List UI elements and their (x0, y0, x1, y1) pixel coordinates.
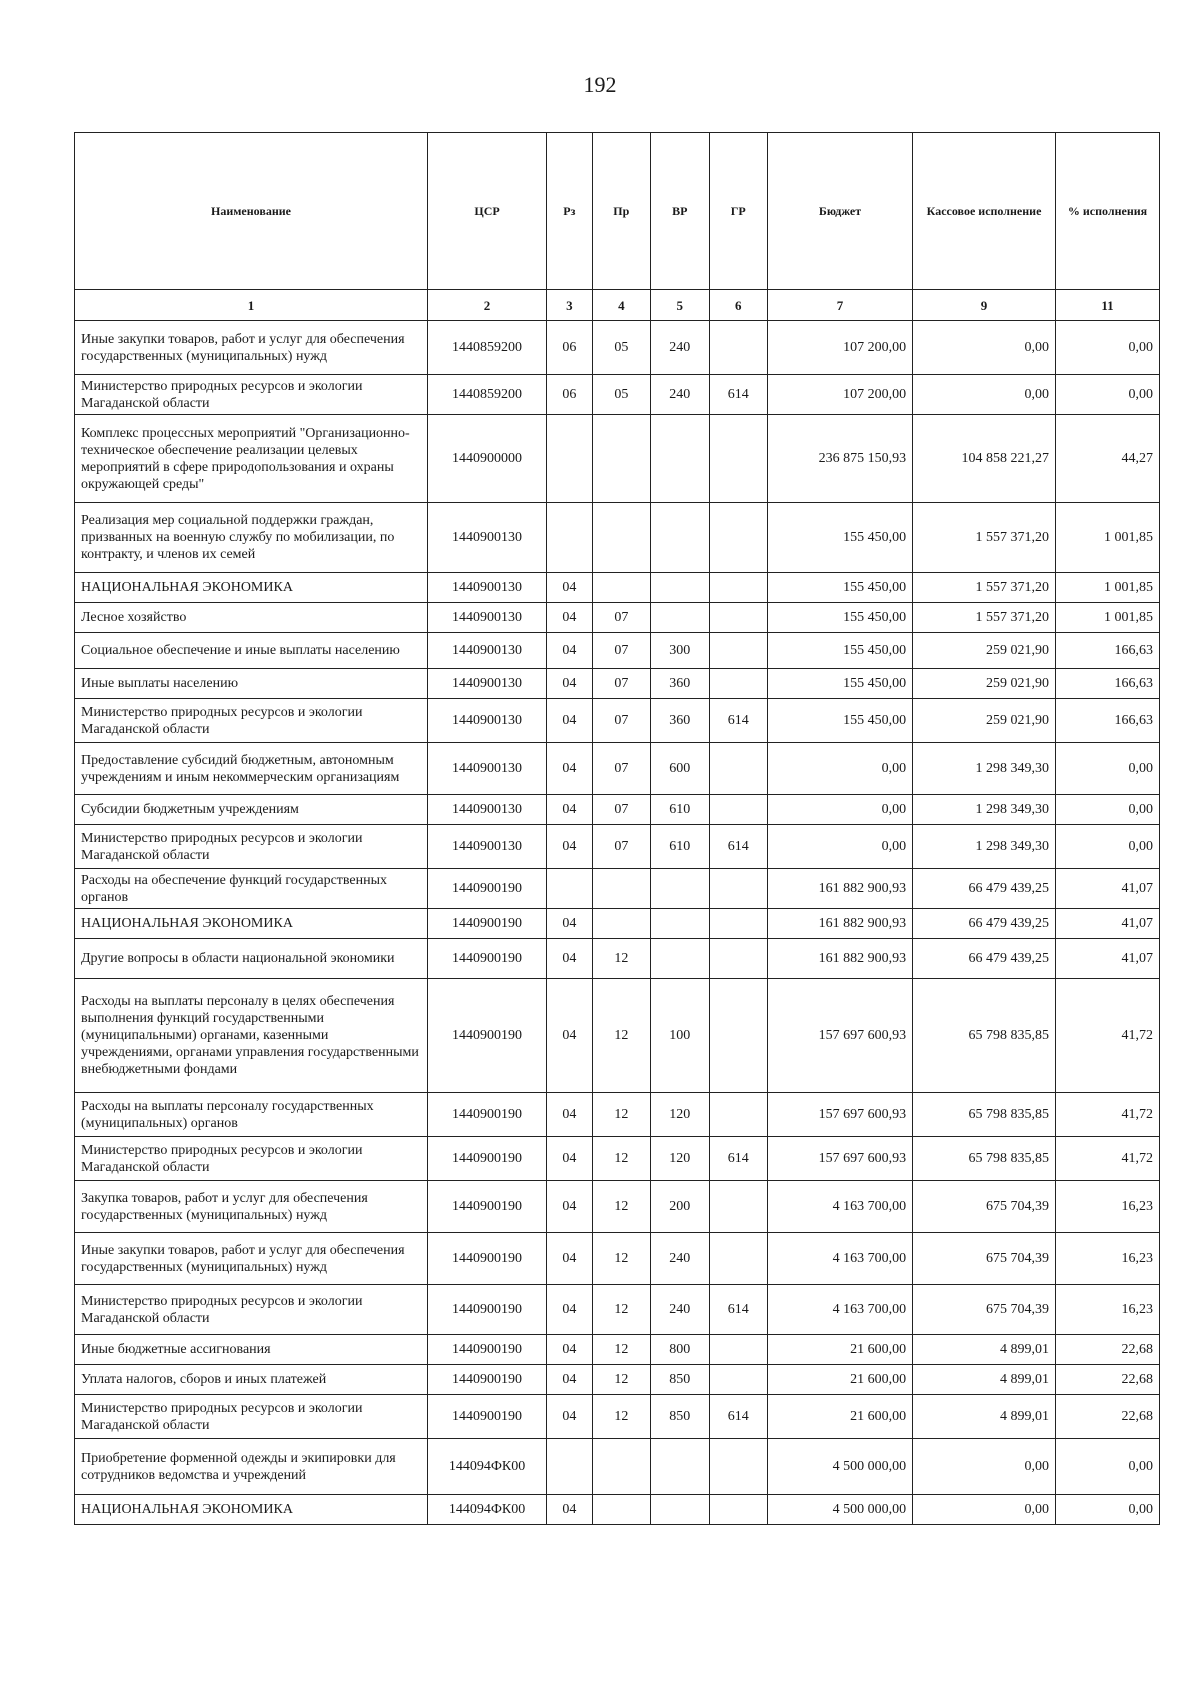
row-csr-cell: 1440900190 (428, 1233, 547, 1285)
row-pr-cell: 05 (592, 321, 650, 375)
row-vr-cell: 850 (651, 1365, 709, 1395)
column-number: 2 (428, 290, 547, 321)
row-percent-cell: 0,00 (1056, 825, 1160, 869)
row-pr-cell: 07 (592, 825, 650, 869)
column-number: 3 (547, 290, 592, 321)
row-percent-cell: 16,23 (1056, 1285, 1160, 1335)
row-rz-cell: 04 (547, 909, 592, 939)
row-percent-cell: 22,68 (1056, 1365, 1160, 1395)
column-header: ГР (709, 133, 767, 290)
row-gr-cell (709, 1335, 767, 1365)
row-rz-cell: 04 (547, 743, 592, 795)
table-row (75, 1285, 1160, 1335)
row-csr-cell: 1440900190 (428, 1395, 547, 1439)
row-gr-cell: 614 (709, 699, 767, 743)
row-budget-cell: 161 882 900,93 (767, 869, 912, 909)
row-percent-cell: 1 001,85 (1056, 503, 1160, 573)
row-percent-cell: 41,07 (1056, 909, 1160, 939)
row-pr-cell (592, 1495, 650, 1525)
row-name-cell: Иные выплаты населению (75, 669, 428, 699)
row-gr-cell (709, 669, 767, 699)
table-row (75, 1439, 1160, 1495)
row-gr-cell (709, 1439, 767, 1495)
row-name-cell: Комплекс процессных мероприятий "Организационно-техническое обеспечение реализации целевых мероприятий в сфере природопользования и охраны окружающей среды" (75, 415, 428, 503)
row-csr-cell: 1440900130 (428, 743, 547, 795)
row-pr-cell: 07 (592, 743, 650, 795)
row-rz-cell: 04 (547, 699, 592, 743)
table-row (75, 743, 1160, 795)
row-gr-cell (709, 1495, 767, 1525)
column-number: 5 (651, 290, 709, 321)
row-rz-cell: 04 (547, 795, 592, 825)
table-row (75, 795, 1160, 825)
row-budget-cell: 21 600,00 (767, 1335, 912, 1365)
row-budget-cell: 4 500 000,00 (767, 1495, 912, 1525)
row-vr-cell: 800 (651, 1335, 709, 1365)
row-budget-cell: 157 697 600,93 (767, 1137, 912, 1181)
table-row (75, 869, 1160, 909)
row-pr-cell: 12 (592, 1181, 650, 1233)
row-gr-cell (709, 909, 767, 939)
row-percent-cell: 41,72 (1056, 979, 1160, 1093)
row-percent-cell: 166,63 (1056, 669, 1160, 699)
row-cash-cell: 66 479 439,25 (913, 869, 1056, 909)
row-name-cell: Министерство природных ресурсов и экологии Магаданской области (75, 699, 428, 743)
row-gr-cell (709, 503, 767, 573)
table-row (75, 415, 1160, 503)
row-gr-cell (709, 633, 767, 669)
row-csr-cell: 1440900130 (428, 669, 547, 699)
row-cash-cell: 1 557 371,20 (913, 603, 1056, 633)
row-percent-cell: 0,00 (1056, 795, 1160, 825)
row-budget-cell: 21 600,00 (767, 1365, 912, 1395)
table-row (75, 1093, 1160, 1137)
row-cash-cell: 0,00 (913, 375, 1056, 415)
row-rz-cell: 06 (547, 321, 592, 375)
column-header: % исполнения (1056, 133, 1160, 290)
row-cash-cell: 65 798 835,85 (913, 1093, 1056, 1137)
row-vr-cell: 600 (651, 743, 709, 795)
row-rz-cell: 04 (547, 1233, 592, 1285)
row-percent-cell: 1 001,85 (1056, 573, 1160, 603)
row-vr-cell (651, 503, 709, 573)
row-cash-cell: 1 298 349,30 (913, 795, 1056, 825)
row-name-cell: Субсидии бюджетным учреждениям (75, 795, 428, 825)
row-budget-cell: 155 450,00 (767, 699, 912, 743)
row-rz-cell: 04 (547, 1335, 592, 1365)
row-csr-cell: 1440900190 (428, 1335, 547, 1365)
row-percent-cell: 44,27 (1056, 415, 1160, 503)
table-row (75, 603, 1160, 633)
row-budget-cell: 107 200,00 (767, 375, 912, 415)
column-number: 9 (913, 290, 1056, 321)
row-name-cell: Иные закупки товаров, работ и услуг для обеспечения государственных (муниципальных) нужд (75, 321, 428, 375)
row-budget-cell: 161 882 900,93 (767, 939, 912, 979)
column-header: Кассовое исполнение (913, 133, 1056, 290)
row-cash-cell: 259 021,90 (913, 669, 1056, 699)
row-gr-cell (709, 1093, 767, 1137)
row-rz-cell: 04 (547, 669, 592, 699)
row-pr-cell: 12 (592, 939, 650, 979)
row-pr-cell: 12 (592, 979, 650, 1093)
row-gr-cell (709, 573, 767, 603)
table-row (75, 503, 1160, 573)
row-pr-cell (592, 869, 650, 909)
row-vr-cell: 240 (651, 321, 709, 375)
row-vr-cell: 120 (651, 1137, 709, 1181)
row-rz-cell: 04 (547, 1137, 592, 1181)
row-budget-cell: 157 697 600,93 (767, 979, 912, 1093)
row-rz-cell: 04 (547, 1495, 592, 1525)
row-name-cell: НАЦИОНАЛЬНАЯ ЭКОНОМИКА (75, 909, 428, 939)
table-row (75, 1495, 1160, 1525)
row-rz-cell: 04 (547, 1365, 592, 1395)
row-percent-cell: 16,23 (1056, 1233, 1160, 1285)
column-header: Рз (547, 133, 592, 290)
row-name-cell: Министерство природных ресурсов и экологии Магаданской области (75, 1395, 428, 1439)
table-row (75, 909, 1160, 939)
row-vr-cell: 300 (651, 633, 709, 669)
column-header: Пр (592, 133, 650, 290)
row-vr-cell (651, 415, 709, 503)
row-pr-cell (592, 1439, 650, 1495)
column-number: 1 (75, 290, 428, 321)
row-budget-cell: 4 163 700,00 (767, 1285, 912, 1335)
row-csr-cell: 1440859200 (428, 321, 547, 375)
table-row (75, 375, 1160, 415)
row-cash-cell: 1 298 349,30 (913, 825, 1056, 869)
row-name-cell: Уплата налогов, сборов и иных платежей (75, 1365, 428, 1395)
row-name-cell: Иные бюджетные ассигнования (75, 1335, 428, 1365)
row-csr-cell: 144094ФК00 (428, 1495, 547, 1525)
table-row (75, 699, 1160, 743)
row-name-cell: Приобретение форменной одежды и экипировки для сотрудников ведомства и учреждений (75, 1439, 428, 1495)
row-rz-cell: 04 (547, 979, 592, 1093)
table-row (75, 633, 1160, 669)
row-budget-cell: 155 450,00 (767, 633, 912, 669)
row-vr-cell: 200 (651, 1181, 709, 1233)
row-gr-cell (709, 415, 767, 503)
row-name-cell: Иные закупки товаров, работ и услуг для обеспечения государственных (муниципальных) нужд (75, 1233, 428, 1285)
table-row (75, 573, 1160, 603)
row-pr-cell: 07 (592, 669, 650, 699)
row-percent-cell: 0,00 (1056, 321, 1160, 375)
row-cash-cell: 0,00 (913, 1495, 1056, 1525)
row-rz-cell: 04 (547, 603, 592, 633)
row-cash-cell: 675 704,39 (913, 1181, 1056, 1233)
column-header: Бюджет (767, 133, 912, 290)
row-vr-cell: 850 (651, 1395, 709, 1439)
row-vr-cell: 610 (651, 795, 709, 825)
row-name-cell: Расходы на обеспечение функций государственных органов (75, 869, 428, 909)
row-budget-cell: 4 500 000,00 (767, 1439, 912, 1495)
row-rz-cell (547, 503, 592, 573)
row-percent-cell: 166,63 (1056, 633, 1160, 669)
row-cash-cell: 4 899,01 (913, 1335, 1056, 1365)
row-name-cell: Реализация мер социальной поддержки граждан, призванных на военную службу по мобилизации, по контракту, и членов их семей (75, 503, 428, 573)
row-csr-cell: 1440900130 (428, 699, 547, 743)
row-cash-cell: 66 479 439,25 (913, 909, 1056, 939)
table-row (75, 1395, 1160, 1439)
row-budget-cell: 155 450,00 (767, 603, 912, 633)
row-budget-cell: 0,00 (767, 825, 912, 869)
table-row (75, 825, 1160, 869)
row-pr-cell: 07 (592, 699, 650, 743)
row-pr-cell: 12 (592, 1335, 650, 1365)
row-budget-cell: 4 163 700,00 (767, 1181, 912, 1233)
row-rz-cell: 04 (547, 633, 592, 669)
row-name-cell: Предоставление субсидий бюджетным, автономным учреждениям и иным некоммерческим организациям (75, 743, 428, 795)
row-csr-cell: 1440900130 (428, 573, 547, 603)
row-gr-cell (709, 603, 767, 633)
row-vr-cell (651, 909, 709, 939)
row-rz-cell: 06 (547, 375, 592, 415)
row-csr-cell: 1440900130 (428, 633, 547, 669)
row-name-cell: Социальное обеспечение и иные выплаты населению (75, 633, 428, 669)
row-rz-cell (547, 869, 592, 909)
table-row (75, 1137, 1160, 1181)
row-csr-cell: 1440900130 (428, 603, 547, 633)
row-cash-cell: 1 298 349,30 (913, 743, 1056, 795)
row-name-cell: Министерство природных ресурсов и экологии Магаданской области (75, 825, 428, 869)
budget-execution-table (74, 132, 1160, 1525)
row-cash-cell: 0,00 (913, 1439, 1056, 1495)
table-body (75, 321, 1160, 1525)
column-number: 6 (709, 290, 767, 321)
header-row (75, 133, 1160, 290)
row-gr-cell (709, 869, 767, 909)
page-number: 192 (583, 72, 617, 97)
row-pr-cell: 12 (592, 1233, 650, 1285)
row-budget-cell: 0,00 (767, 795, 912, 825)
row-rz-cell: 04 (547, 825, 592, 869)
row-budget-cell: 155 450,00 (767, 503, 912, 573)
row-vr-cell: 120 (651, 1093, 709, 1137)
row-pr-cell: 07 (592, 633, 650, 669)
row-cash-cell: 259 021,90 (913, 633, 1056, 669)
row-budget-cell: 4 163 700,00 (767, 1233, 912, 1285)
row-percent-cell: 0,00 (1056, 743, 1160, 795)
table-row (75, 939, 1160, 979)
row-gr-cell: 614 (709, 825, 767, 869)
row-csr-cell: 144094ФК00 (428, 1439, 547, 1495)
column-header: ЦСР (428, 133, 547, 290)
row-percent-cell: 41,07 (1056, 939, 1160, 979)
row-cash-cell: 1 557 371,20 (913, 573, 1056, 603)
row-percent-cell: 166,63 (1056, 699, 1160, 743)
row-gr-cell (709, 1233, 767, 1285)
row-rz-cell: 04 (547, 573, 592, 603)
row-name-cell: Лесное хозяйство (75, 603, 428, 633)
row-vr-cell (651, 939, 709, 979)
table-row (75, 1233, 1160, 1285)
row-name-cell: НАЦИОНАЛЬНАЯ ЭКОНОМИКА (75, 573, 428, 603)
row-vr-cell (651, 603, 709, 633)
row-rz-cell: 04 (547, 1181, 592, 1233)
row-percent-cell: 41,72 (1056, 1093, 1160, 1137)
row-percent-cell: 16,23 (1056, 1181, 1160, 1233)
row-csr-cell: 1440859200 (428, 375, 547, 415)
row-percent-cell: 1 001,85 (1056, 603, 1160, 633)
row-name-cell: Закупка товаров, работ и услуг для обеспечения государственных (муниципальных) нужд (75, 1181, 428, 1233)
row-vr-cell: 360 (651, 669, 709, 699)
row-rz-cell: 04 (547, 1285, 592, 1335)
row-pr-cell (592, 573, 650, 603)
row-budget-cell: 21 600,00 (767, 1395, 912, 1439)
row-pr-cell (592, 503, 650, 573)
row-gr-cell (709, 1181, 767, 1233)
row-vr-cell: 240 (651, 1285, 709, 1335)
row-gr-cell (709, 795, 767, 825)
row-gr-cell (709, 743, 767, 795)
row-pr-cell (592, 909, 650, 939)
row-csr-cell: 1440900190 (428, 869, 547, 909)
row-vr-cell: 360 (651, 699, 709, 743)
row-vr-cell (651, 869, 709, 909)
row-csr-cell: 1440900190 (428, 1285, 547, 1335)
row-cash-cell: 4 899,01 (913, 1395, 1056, 1439)
row-percent-cell: 22,68 (1056, 1335, 1160, 1365)
row-name-cell: Расходы на выплаты персоналу государственных (муниципальных) органов (75, 1093, 428, 1137)
row-budget-cell: 107 200,00 (767, 321, 912, 375)
column-number-row (75, 290, 1160, 321)
row-rz-cell: 04 (547, 939, 592, 979)
row-pr-cell: 12 (592, 1137, 650, 1181)
row-rz-cell: 04 (547, 1093, 592, 1137)
row-vr-cell: 100 (651, 979, 709, 1093)
column-number: 7 (767, 290, 912, 321)
row-csr-cell: 1440900190 (428, 1181, 547, 1233)
row-pr-cell: 12 (592, 1285, 650, 1335)
row-percent-cell: 0,00 (1056, 1439, 1160, 1495)
row-rz-cell (547, 415, 592, 503)
row-budget-cell: 157 697 600,93 (767, 1093, 912, 1137)
row-gr-cell (709, 1365, 767, 1395)
row-name-cell: Министерство природных ресурсов и экологии Магаданской области (75, 1137, 428, 1181)
row-budget-cell: 161 882 900,93 (767, 909, 912, 939)
table-row (75, 979, 1160, 1093)
row-pr-cell (592, 415, 650, 503)
table-row (75, 1181, 1160, 1233)
row-name-cell: Министерство природных ресурсов и экологии Магаданской области (75, 1285, 428, 1335)
row-csr-cell: 1440900190 (428, 1365, 547, 1395)
row-gr-cell: 614 (709, 1285, 767, 1335)
row-rz-cell: 04 (547, 1395, 592, 1439)
row-name-cell: Расходы на выплаты персоналу в целях обеспечения выполнения функций государственными (муниципальными) органами, казенными учреждениями, органами управления государственными внебюджетными фондами (75, 979, 428, 1093)
row-pr-cell: 12 (592, 1365, 650, 1395)
row-gr-cell (709, 939, 767, 979)
row-vr-cell: 240 (651, 1233, 709, 1285)
row-budget-cell: 236 875 150,93 (767, 415, 912, 503)
row-gr-cell: 614 (709, 1395, 767, 1439)
row-percent-cell: 22,68 (1056, 1395, 1160, 1439)
row-percent-cell: 41,72 (1056, 1137, 1160, 1181)
row-name-cell: Другие вопросы в области национальной экономики (75, 939, 428, 979)
row-pr-cell: 12 (592, 1395, 650, 1439)
column-header: ВР (651, 133, 709, 290)
row-percent-cell: 41,07 (1056, 869, 1160, 909)
table-row (75, 1335, 1160, 1365)
table-row (75, 1365, 1160, 1395)
column-number: 11 (1056, 290, 1160, 321)
table-row (75, 321, 1160, 375)
row-gr-cell: 614 (709, 375, 767, 415)
row-rz-cell (547, 1439, 592, 1495)
row-percent-cell: 0,00 (1056, 1495, 1160, 1525)
row-csr-cell: 1440900190 (428, 979, 547, 1093)
row-cash-cell: 4 899,01 (913, 1365, 1056, 1395)
row-csr-cell: 1440900190 (428, 1093, 547, 1137)
row-cash-cell: 675 704,39 (913, 1285, 1056, 1335)
row-pr-cell: 05 (592, 375, 650, 415)
table-row (75, 669, 1160, 699)
row-vr-cell: 240 (651, 375, 709, 415)
row-pr-cell: 07 (592, 603, 650, 633)
row-percent-cell: 0,00 (1056, 375, 1160, 415)
row-cash-cell: 0,00 (913, 321, 1056, 375)
row-name-cell: Министерство природных ресурсов и экологии Магаданской области (75, 375, 428, 415)
row-csr-cell: 1440900000 (428, 415, 547, 503)
row-cash-cell: 65 798 835,85 (913, 979, 1056, 1093)
row-gr-cell: 614 (709, 1137, 767, 1181)
row-vr-cell (651, 1439, 709, 1495)
row-cash-cell: 65 798 835,85 (913, 1137, 1056, 1181)
row-csr-cell: 1440900190 (428, 1137, 547, 1181)
row-csr-cell: 1440900130 (428, 825, 547, 869)
row-pr-cell: 07 (592, 795, 650, 825)
row-vr-cell (651, 1495, 709, 1525)
row-cash-cell: 104 858 221,27 (913, 415, 1056, 503)
row-gr-cell (709, 321, 767, 375)
row-budget-cell: 0,00 (767, 743, 912, 795)
row-cash-cell: 675 704,39 (913, 1233, 1056, 1285)
row-csr-cell: 1440900190 (428, 909, 547, 939)
row-csr-cell: 1440900190 (428, 939, 547, 979)
row-budget-cell: 155 450,00 (767, 573, 912, 603)
row-gr-cell (709, 979, 767, 1093)
row-vr-cell: 610 (651, 825, 709, 869)
column-number: 4 (592, 290, 650, 321)
row-cash-cell: 1 557 371,20 (913, 503, 1056, 573)
row-vr-cell (651, 573, 709, 603)
row-csr-cell: 1440900130 (428, 503, 547, 573)
row-budget-cell: 155 450,00 (767, 669, 912, 699)
row-cash-cell: 259 021,90 (913, 699, 1056, 743)
column-header: Наименование (75, 133, 428, 290)
row-cash-cell: 66 479 439,25 (913, 939, 1056, 979)
row-pr-cell: 12 (592, 1093, 650, 1137)
row-csr-cell: 1440900130 (428, 795, 547, 825)
row-name-cell: НАЦИОНАЛЬНАЯ ЭКОНОМИКА (75, 1495, 428, 1525)
